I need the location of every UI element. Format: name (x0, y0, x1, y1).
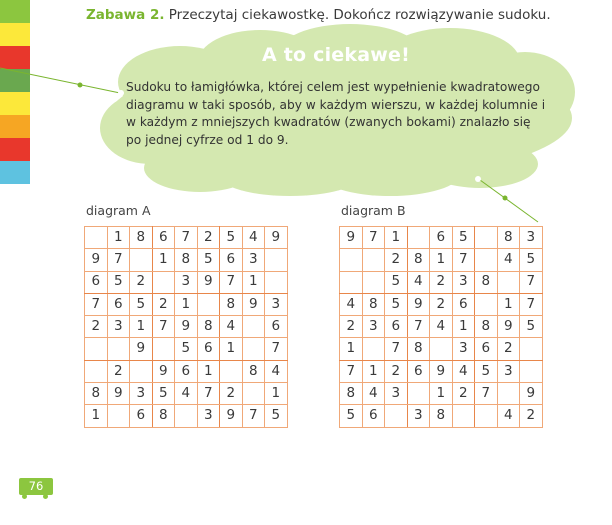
sudoku-cell: 7 (265, 338, 288, 360)
sudoku-cell: 3 (107, 316, 130, 338)
sudoku-cell: 7 (520, 271, 543, 293)
sudoku-row (340, 249, 543, 271)
sudoku-cell: 6 (130, 405, 153, 427)
sudoku-cell: 4 (497, 405, 520, 427)
sudoku-cell: 1 (175, 293, 198, 315)
sudoku-cell: 4 (362, 383, 385, 405)
sudoku-cell: 1 (385, 227, 408, 249)
sudoku-cell: 5 (197, 249, 220, 271)
sudoku-cell: 2 (497, 338, 520, 360)
sudoku-cell: 7 (475, 383, 498, 405)
sudoku-cell (340, 249, 363, 271)
sudoku-cell: 8 (85, 383, 108, 405)
sudoku-cell: 8 (340, 383, 363, 405)
sudoku-cell: 3 (242, 249, 265, 271)
sudoku-cell (152, 271, 175, 293)
sudoku-cell: 9 (107, 383, 130, 405)
sudoku-cell (265, 271, 288, 293)
sudoku-cell (520, 338, 543, 360)
sudoku-row (85, 249, 288, 271)
sudoku-cell: 6 (475, 338, 498, 360)
sudoku-cell: 7 (152, 316, 175, 338)
sudoku-cell: 2 (152, 293, 175, 315)
sudoku-cell: 8 (175, 249, 198, 271)
sudoku-cell: 1 (497, 293, 520, 315)
sudoku-cell: 9 (265, 227, 288, 249)
sudoku-cell: 6 (385, 316, 408, 338)
page-number: 76 (19, 478, 53, 495)
sudoku-cell: 9 (130, 338, 153, 360)
exercise-instruction: Przeczytaj ciekawostkę. Dokończ rozwiązywanie sudoku. (168, 7, 551, 23)
sudoku-cell: 8 (152, 405, 175, 427)
sudoku-cell: 6 (265, 316, 288, 338)
badge-wheel (22, 494, 27, 499)
sudoku-cell: 1 (265, 383, 288, 405)
sudoku-row (340, 293, 543, 315)
sudoku-cell (362, 271, 385, 293)
sudoku-row (340, 316, 543, 338)
sudoku-cell: 2 (85, 316, 108, 338)
sudoku-cell (85, 227, 108, 249)
sudoku-cell: 6 (220, 249, 243, 271)
sudoku-cell: 5 (220, 227, 243, 249)
sudoku-cell: 2 (385, 249, 408, 271)
sudoku-cell (475, 293, 498, 315)
sudoku-cell: 3 (362, 316, 385, 338)
sudoku-cell: 4 (265, 360, 288, 382)
sudoku-cell: 2 (430, 271, 453, 293)
sudoku-cell: 5 (175, 338, 198, 360)
sudoku-cell (475, 227, 498, 249)
sudoku-cell: 5 (385, 271, 408, 293)
sudoku-cell: 9 (497, 316, 520, 338)
sudoku-cell: 5 (265, 405, 288, 427)
sudoku-cell: 7 (175, 227, 198, 249)
sudoku-grid-a (84, 226, 288, 428)
sudoku-cell: 1 (452, 316, 475, 338)
sudoku-row (85, 227, 288, 249)
sudoku-cell (265, 249, 288, 271)
diagram-a-label: diagram A (86, 203, 151, 218)
sudoku-cell: 8 (220, 293, 243, 315)
sudoku-cell: 4 (220, 316, 243, 338)
sudoku-cell (85, 360, 108, 382)
sudoku-cell: 5 (520, 316, 543, 338)
sudoku-cell: 1 (220, 338, 243, 360)
sudoku-cell (130, 249, 153, 271)
sudoku-cell: 1 (130, 316, 153, 338)
sudoku-cell (407, 383, 430, 405)
info-title: A to ciekawe! (262, 44, 410, 66)
sudoku-cell: 2 (520, 405, 543, 427)
sudoku-cell (497, 383, 520, 405)
sudoku-row (85, 383, 288, 405)
sudoku-cell: 1 (197, 360, 220, 382)
sudoku-cell: 5 (107, 271, 130, 293)
sudoku-cell: 8 (130, 227, 153, 249)
sudoku-row (340, 360, 543, 382)
sudoku-cell: 3 (130, 383, 153, 405)
sudoku-cell: 6 (362, 405, 385, 427)
sudoku-cell: 9 (220, 405, 243, 427)
sudoku-cell: 5 (130, 293, 153, 315)
sudoku-cell: 5 (152, 383, 175, 405)
sudoku-cell: 1 (340, 338, 363, 360)
sudoku-cell (242, 316, 265, 338)
sudoku-cell: 7 (362, 227, 385, 249)
sudoku-cell: 9 (152, 360, 175, 382)
sudoku-cell: 2 (220, 383, 243, 405)
sudoku-row (85, 405, 288, 427)
sudoku-row (340, 227, 543, 249)
sudoku-cell: 6 (152, 227, 175, 249)
sudoku-cell: 6 (107, 293, 130, 315)
sudoku-cell: 4 (407, 271, 430, 293)
sudoku-cell: 4 (242, 227, 265, 249)
sudoku-cell: 3 (175, 271, 198, 293)
sudoku-cell (497, 271, 520, 293)
sudoku-cell: 7 (520, 293, 543, 315)
sudoku-cell (407, 227, 430, 249)
sudoku-cell (175, 405, 198, 427)
sudoku-cell: 9 (85, 249, 108, 271)
sudoku-cell: 1 (362, 360, 385, 382)
sudoku-cell (340, 271, 363, 293)
sudoku-cell (452, 405, 475, 427)
sudoku-cell: 1 (430, 249, 453, 271)
sudoku-cell (197, 293, 220, 315)
sudoku-cell (430, 338, 453, 360)
sudoku-cell: 1 (107, 227, 130, 249)
sudoku-cell: 8 (407, 249, 430, 271)
sudoku-cell: 8 (497, 227, 520, 249)
sudoku-cell (475, 249, 498, 271)
sudoku-cell: 5 (475, 360, 498, 382)
sudoku-cell (220, 360, 243, 382)
sudoku-cell: 3 (452, 338, 475, 360)
sudoku-cell: 9 (242, 293, 265, 315)
sudoku-cell: 8 (475, 271, 498, 293)
sudoku-cell: 5 (340, 405, 363, 427)
sudoku-row (85, 338, 288, 360)
sudoku-row (340, 338, 543, 360)
sudoku-cell: 2 (130, 271, 153, 293)
sudoku-cell: 6 (452, 293, 475, 315)
sudoku-cell: 1 (152, 249, 175, 271)
sudoku-cell: 7 (197, 383, 220, 405)
sudoku-cell (385, 405, 408, 427)
sudoku-cell: 5 (452, 227, 475, 249)
sudoku-cell: 4 (340, 293, 363, 315)
sudoku-cell: 7 (340, 360, 363, 382)
sudoku-cell: 9 (175, 316, 198, 338)
sudoku-row (85, 360, 288, 382)
info-text: Sudoku to łamigłówka, której celem jest wypełnienie kwadratowego diagramu w taki sposób, aby w każdym wierszu, w każdej kolumnie i w każdym z mniejszych kwadratów (zwanych bokami) znalazło się po jednej cyfrze od 1 do 9. (126, 80, 546, 147)
sudoku-cell: 7 (85, 293, 108, 315)
sudoku-cell: 3 (407, 405, 430, 427)
sudoku-cell (242, 338, 265, 360)
sudoku-row (85, 293, 288, 315)
sudoku-cell: 8 (407, 338, 430, 360)
sudoku-cell: 6 (85, 271, 108, 293)
sudoku-row (340, 383, 543, 405)
sudoku-cell: 2 (452, 383, 475, 405)
sudoku-cell (107, 338, 130, 360)
sudoku-cell: 8 (197, 316, 220, 338)
sudoku-cell: 7 (452, 249, 475, 271)
sudoku-cell: 6 (430, 227, 453, 249)
sudoku-cell (107, 405, 130, 427)
sudoku-cell (475, 405, 498, 427)
sudoku-row (340, 405, 543, 427)
sudoku-cell: 3 (265, 293, 288, 315)
sudoku-cell (242, 383, 265, 405)
sudoku-cell: 9 (407, 293, 430, 315)
sudoku-cell: 7 (242, 405, 265, 427)
sudoku-cell: 2 (340, 316, 363, 338)
sudoku-cell: 6 (175, 360, 198, 382)
sudoku-cell: 7 (107, 249, 130, 271)
sudoku-cell: 9 (197, 271, 220, 293)
sudoku-cell (520, 360, 543, 382)
sudoku-cell: 1 (85, 405, 108, 427)
sudoku-row (340, 271, 543, 293)
sudoku-cell: 2 (430, 293, 453, 315)
sudoku-cell: 2 (107, 360, 130, 382)
sudoku-cell: 3 (452, 271, 475, 293)
sudoku-cell: 7 (220, 271, 243, 293)
exercise-label: Zabawa 2. (86, 7, 165, 23)
sudoku-cell: 8 (430, 405, 453, 427)
sudoku-cell: 4 (430, 316, 453, 338)
sudoku-cell: 7 (385, 338, 408, 360)
sudoku-cell: 8 (475, 316, 498, 338)
sudoku-cell: 7 (407, 316, 430, 338)
sudoku-cell: 5 (520, 249, 543, 271)
sudoku-cell: 5 (385, 293, 408, 315)
sudoku-cell (362, 338, 385, 360)
sudoku-cell: 9 (340, 227, 363, 249)
sudoku-grid-b (339, 226, 543, 428)
sudoku-cell: 1 (430, 383, 453, 405)
sudoku-cell: 8 (362, 293, 385, 315)
sudoku-row (85, 271, 288, 293)
sudoku-cell (362, 249, 385, 271)
sudoku-cell: 3 (497, 360, 520, 382)
sudoku-cell: 9 (520, 383, 543, 405)
sudoku-cell: 2 (197, 227, 220, 249)
sudoku-cell (130, 360, 153, 382)
sudoku-cell: 1 (242, 271, 265, 293)
sudoku-cell: 4 (497, 249, 520, 271)
diagram-b-label: diagram B (341, 203, 406, 218)
badge-wheel (43, 494, 48, 499)
sudoku-cell: 9 (430, 360, 453, 382)
sudoku-cell: 3 (520, 227, 543, 249)
sudoku-cell: 4 (175, 383, 198, 405)
sudoku-cell (152, 338, 175, 360)
sudoku-cell: 2 (385, 360, 408, 382)
sudoku-row (85, 316, 288, 338)
sudoku-cell: 4 (452, 360, 475, 382)
sudoku-cell: 3 (197, 405, 220, 427)
sudoku-cell (85, 338, 108, 360)
sudoku-cell: 8 (242, 360, 265, 382)
sudoku-cell: 6 (407, 360, 430, 382)
sudoku-cell: 3 (385, 383, 408, 405)
sudoku-cell: 6 (197, 338, 220, 360)
